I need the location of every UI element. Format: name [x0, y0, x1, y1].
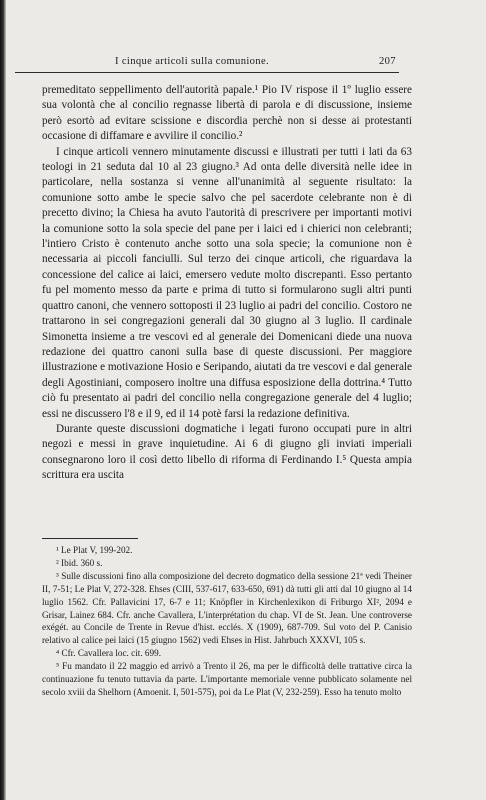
header-rule — [15, 72, 399, 73]
footnote-separator — [42, 538, 138, 539]
paragraph: I cinque articoli vennero minutamente discussi e illustrati per tutti i lati da 63 teologi in 21 seduta dal 10 al 23 giugno.³ Ad onta delle diversità nelle idee in particolare, nella sostanza si venne all'unanimità al seguente risultato: la comunione sotto ambe le specie salvo che pel sacerdote celebrante non è di precetto divino; la Chiesa ha avuto l'autorità di prescrivere per importanti motivi la comunione sotto la sola specie del pane per i laici ed i chierici non celebranti; l'intiero Cristo è contenuto anche sotto una sola specie; la comunione non è necessaria ai piccoli fanciulli. Sul terzo dei cinque articoli, che riguardava la concessione del calice ai laici, emersero vedute molto discrepanti. Esso pertanto fu pel momento messo da parte e prima di tutto si formularono sugli altri punti quattro canoni, che vennero sottoposti il 23 luglio ai padri del concilio. Costoro ne trattarono in sei congregazioni generali dal 30 giugno al 3 luglio. Il cardinale Simonetta insieme a tre vescovi ed al generale dei Domenicani diede una nuova redazione dei quattro canoni sulla base di queste discussioni. Per maggiore illustrazione e motivazione Hosio e Seripando, aiutati da tre vescovi e dal generale degli Agostiniani, composero inoltre una diffusa esposizione della dottrina.⁴ Tutto ciò fu presentato ai padri del concilio nella congregazione generale del 4 luglio; essi ne discussero l'8 e il 9, ed il 14 potè farsi la redazione definitiva. — [42, 145, 412, 420]
page-number: 207 — [379, 56, 396, 67]
footnote-3: ³ Sulle discussioni fino alla composizione del decreto dogmatico della sessione 21ª vedi Theiner II, 7-51; Le Plat V, 272-328. Ehses (CIII, 537-617, 633-650, 691) dà tutti gli atti dal 10 giugno al 14 luglio 1562. Cfr. Pallavicini 17, 6-7 e 11; Knöpfler in Kirchenlexikon di Friburgo XI², 2094 e Grisar, Lainez 684. Cfr. anche Cavallera, L'interprétation du chap. VI de St. Jean. Une controverse exégét. au Concile de Trente in Revue d'hist. ecclés. X (1909), 687-709. Sul voto del P. Canisio relativo al calice pei laici (15 giugno 1562) vedi Ehses in Hist. Jahrbuch XXXVI, 105 s. — [42, 570, 412, 646]
running-title: I cinque articoli sulla comunione. — [115, 56, 269, 67]
footnote-1: ¹ Le Plat V, 199-202. — [56, 545, 133, 555]
main-text — [42, 83, 412, 484]
scan-page-edge — [0, 0, 6, 800]
footnote-4: ⁴ Cfr. Cavallera loc. cit. 699. — [56, 648, 162, 659]
footnotes — [42, 544, 412, 699]
footnote-5: ⁵ Fu mandato il 22 maggio ed arrivò a Trento il 26, ma per le difficoltà delle trattative circa la continuazione fu tenuto tuttavia da parte. L'importante memoriale venne pubblicato solamente nel secolo xviii da Shelhorn (Amoenit. I, 501-575), poi da Le Plat (V, 232-259). Esso ha tenuto molto — [42, 661, 412, 697]
paragraph-continuation: premeditato seppellimento dell'autorità papale.¹ Pio IV rispose il 1º luglio essere sua volontà che al concilio regnasse libertà di parola e di discussione, insieme però esortò ad evitare scissione e discordia perchè non si desse ai protestanti occasione di diffamare e avvilire il concilio.² — [42, 84, 412, 143]
footnote-2: ² Ibid. 360 s. — [56, 557, 103, 568]
paragraph: Durante queste discussioni dogmatiche i legati furono occupati pure in altri negozi e messi in grave inquietudine. Ai 6 di giugno gli inviati imperiali consegnarono loro il così detto libello di riforma di Ferdinando I.⁵ Questa ampia scrittura era uscita — [42, 422, 412, 482]
